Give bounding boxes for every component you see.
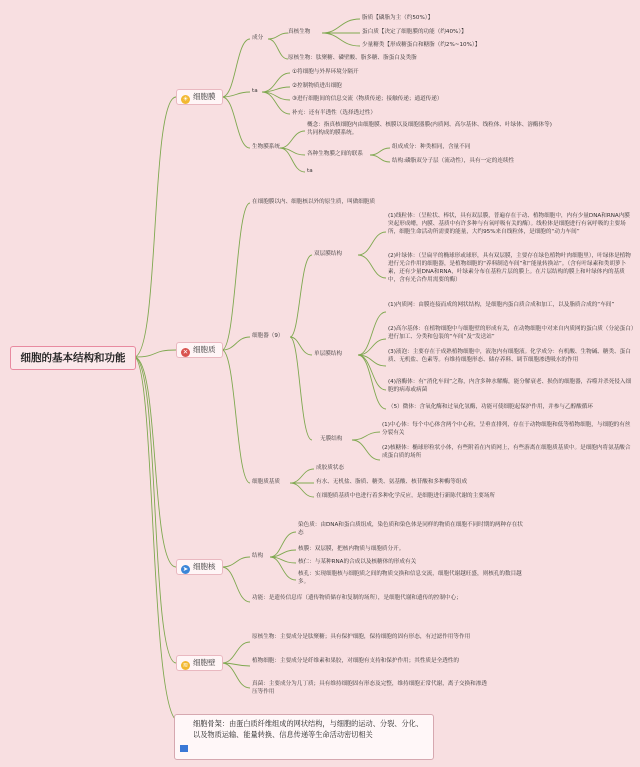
node-wall-prokaryote: 原核生物：主要成分是肽聚糖；具有保护细胞，保持细胞的固有形态，有过滤作用等作用 [252, 634, 471, 640]
category-cell-membrane [176, 89, 223, 105]
node-golgi: (2)高尔基体：在植物细胞中与细胞壁的形成有关，在动物细胞中对来自内质网的蛋白质（分泌蛋白）进行加工、分类和包装的“车间”及“发送站” [388, 326, 634, 341]
node-note: 补充：还有半透性（选择透过性） [292, 110, 376, 116]
node-wall-plant: 植物细胞：主要成分是纤维素和果胶，对细胞有支持和保护作用；其性质是全透性的 [252, 658, 459, 664]
wifi-icon: ≋ [182, 661, 189, 669]
category-cell-wall [176, 655, 223, 671]
node-prokaryote: 原核生物：肽聚糖、磷壁酸、脂多糖、脂蛋白及类脂 [288, 55, 417, 61]
sun-icon: ☀ [182, 95, 189, 103]
category-cytoplasm [176, 342, 223, 358]
node-ta2: ta [307, 168, 313, 174]
node-nucleus-function: 功能：是遗传信息库（遗传物质储存和复制的场所），是细胞代谢和遗传的控制中心； [252, 595, 462, 601]
cytoskeleton-box [174, 714, 434, 760]
node-nucleus-structure: 结构 [252, 553, 264, 559]
node-eukaryote: 真核生物 [288, 29, 311, 35]
node-centriole: (1)中心体：每个中心体含两个中心粒，呈垂直排列，存在于动物细胞和低等植物细胞，与细胞的有丝分裂有关 [382, 422, 631, 437]
node-composition-rel: 组成成分：种类相同，含量不同 [392, 144, 471, 150]
node-cytosol: 细胞质基质 [252, 479, 280, 485]
node-ribosome: (2)核糖体：椭球形粒状小体，有些附着在内质网上，有些游离在细胞质基质中。是细胞内将氨基酸合成蛋白质的场所 [382, 445, 631, 460]
send-icon: ➤ [182, 565, 189, 573]
node-lysosome: (4)溶酶体：有“消化车间”之称，内含多种水解酶，能分解衰老、损伤的细胞器，吞噬并杀死侵入细胞的病毒或病菌 [388, 379, 632, 394]
category-label: 细胞核 [193, 562, 216, 571]
node-composition: 成分 [252, 35, 264, 41]
node-vacuole: (3)液泡：主要存在于成熟植物细胞中，液泡内有细胞液。化学成分：有机酸、生物碱、糖类、蛋白质、无机盐、色素等。有维持细胞形态、储存养料、调节细胞渗透吸水的作用 [388, 349, 631, 364]
flag-icon [180, 745, 188, 752]
node-nuclear-pore: 核孔：实现细胞核与细胞质之间的物质交换和信息交流，细胞代谢越旺盛，则核孔的数目越多。 [298, 571, 522, 586]
root-topic: 细胞的基本结构和功能 [10, 346, 136, 370]
node-nuclear-envelope: 核膜：双层膜，把核内物质与细胞质分开。 [298, 546, 405, 552]
node-structure-rel: 结构:磷脂双分子层（流动性），具有一定的连续性 [392, 158, 515, 164]
node-chloroplast: (2)叶绿体：（呈扁平的椭球形或球形，具有双层膜，主要存在绿色植物叶肉细胞里），叶绿体是植物进行光合作用的细胞器，是植物细胞的“养料制造车间”和“能量转换站”。（含有叶绿素和类胡萝卜素，还有少量DNA和RNA，叶绿素分布在基粒片层的膜上。在片层结构的膜上和叶绿体内的基质中，含有光合作用需要的酶） [388, 253, 631, 284]
node-protein: 蛋白质【决定了细胞膜的功能（约40%）】 [362, 29, 467, 35]
node-f1: ①将细胞与外界环境分隔开 [292, 69, 359, 75]
category-label: 细胞膜 [193, 92, 216, 101]
node-chromatin: 染色质：由DNA和蛋白质组成，染色质和染色体是同样的物质在细胞不同时期的两种存在状态 [298, 522, 523, 537]
tools-icon: ✕ [182, 348, 189, 356]
node-cytosol-composition: 有水、无机盐、脂质、糖类、氨基酸、核苷酸和多种酶等组成 [316, 479, 468, 485]
node-nucleolus: 核仁：与某种RNA的合成以及核糖体的形成有关 [298, 559, 417, 565]
category-nucleus [176, 559, 223, 575]
node-mitochondria: (1)线粒体：（呈粒状、棒状，具有双层膜，普遍存在于动、植物细胞中，内有少量DNA和RNA内膜突起形成嵴，内膜、基质中有许多种与有氧呼吸有关的酶）。线粒体是细胞进行有氧呼吸的主要场所，细胞生命活动所需要的能量，大约95%来自线粒体，是细胞的“动力车间” [388, 213, 630, 236]
node-cytoplasm-intro: 在细胞膜以内、细胞核以外的原生质，叫做细胞质 [252, 199, 376, 205]
node-system-concept: 概念：指真核细胞内由细胞膜、核膜以及细胞器膜(内质网、高尔基体、线粒体、叶绿体、溶酶体等)共同构成的膜系统。 [307, 122, 552, 137]
node-peroxisome: （5）微体：含氧化酶和过氧化氢酶，功能可使细胞起保护作用，并参与乙醇酸循环 [388, 404, 593, 410]
node-single-membrane: 单层膜结构 [314, 351, 342, 357]
node-wall-fungi: 真菌：主要成分为几丁质；具有维持细胞固有形态及完整，维持细胞正常代谢，离子交换和渗透压等作用 [252, 681, 487, 696]
node-f3: ③进行细胞间的信息交流（物质传递；接触传递；通道传递） [292, 96, 443, 102]
category-label: 细胞质 [193, 345, 216, 354]
node-cytosol-function: 在细胞质基质中也进行着多种化学反应，是细胞进行新陈代谢的主要场所 [316, 493, 496, 499]
cytoskeleton-text: 细胞骨架：由蛋白质纤维组成的网状结构，与细胞的运动、分裂、分化、以及物质运输、能量转换、信息传递等生命活动密切相关 [193, 719, 424, 740]
category-label: 细胞壁 [193, 658, 216, 667]
node-sugar: 少量糖类【形成糖蛋白和糖脂（约2%~10%）】 [362, 42, 481, 48]
node-organelles: 细胞器（9） [252, 333, 284, 339]
node-membrane-system: 生物膜系统 [252, 144, 280, 150]
node-f2: ②控制物质进出细胞 [292, 83, 342, 89]
node-relation: 各种生物膜之间的联系 [307, 151, 363, 157]
node-non-membrane: 无膜结构 [320, 436, 343, 442]
node-lipid: 脂质【磷脂为主（约50%）】 [362, 15, 434, 21]
node-cytosol-state: 成胶质状态 [316, 465, 344, 471]
node-er: (1)内质网：由膜连接而成的网状结构，是细胞内蛋白质合成和加工，以及脂质合成的“车间” [388, 302, 615, 308]
node-function: ta [252, 88, 258, 94]
node-double-membrane: 双层膜结构 [314, 251, 342, 257]
